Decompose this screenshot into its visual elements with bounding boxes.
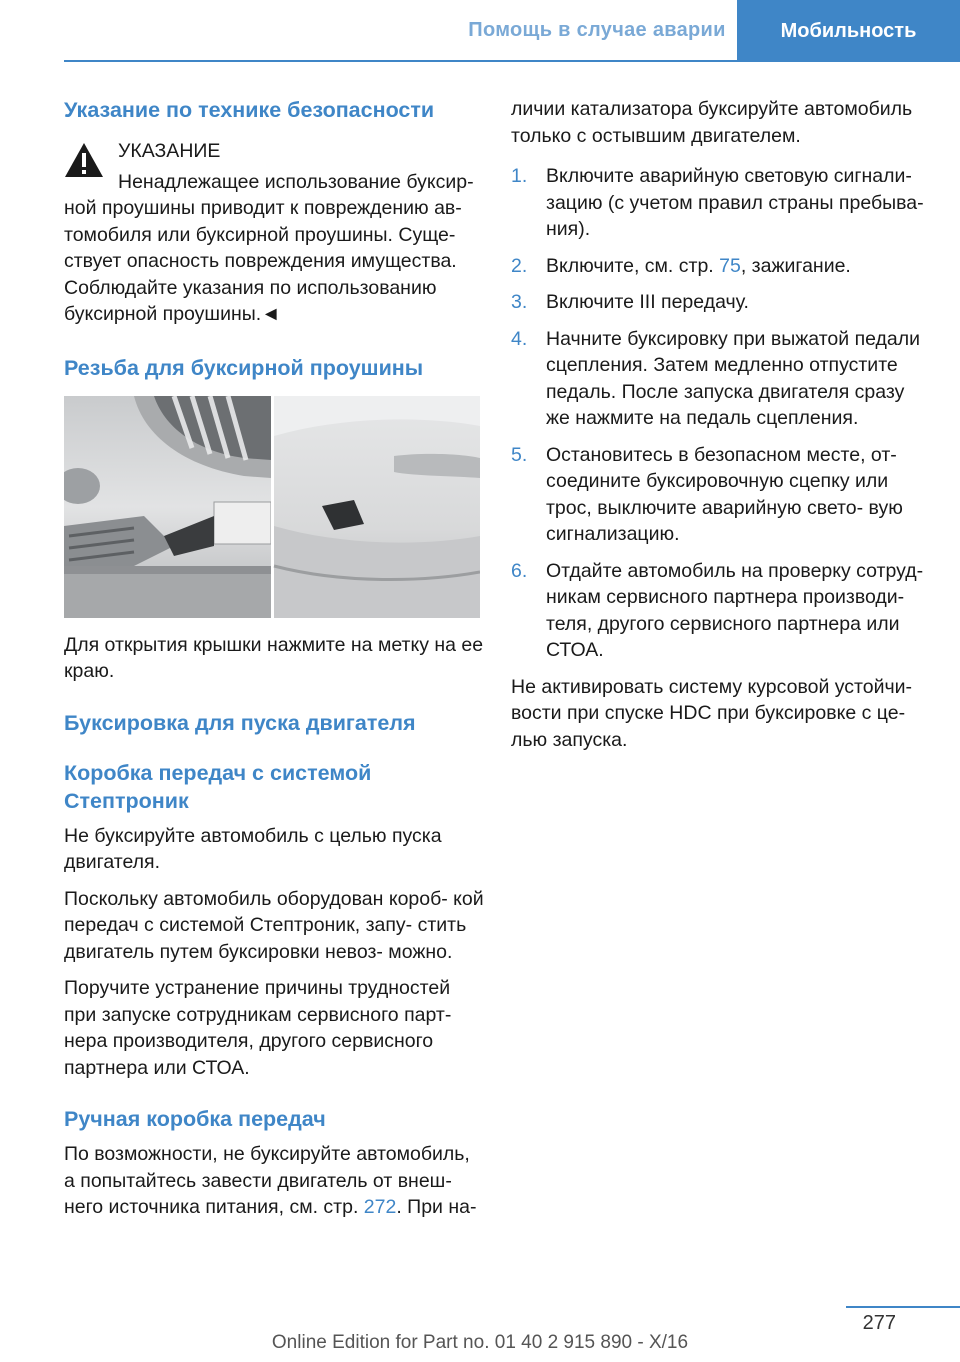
step-number: 4. xyxy=(511,327,528,350)
list-item xyxy=(511,558,931,664)
warning-text-first: Ненадлежащее использование буксир- xyxy=(118,170,474,193)
paragraph-steptronic-1: Не буксируйте автомобиль с целью пуска двигателя. xyxy=(64,824,442,873)
step-text-b: , зажигание. xyxy=(740,254,851,277)
left-column xyxy=(64,96,484,1231)
page-link-75[interactable]: 75 xyxy=(719,254,741,277)
step-text: Включите III передачу. xyxy=(546,291,749,313)
paragraph-manual xyxy=(64,1141,484,1221)
heading-safety: Указание по технике безопасности xyxy=(64,98,435,122)
step-text: Остановитесь в безопасном месте, от- соедините буксировочную сцепку или трос, выключите аварийную свето- вую сигнализацию. xyxy=(546,443,903,545)
heading-steptronic: Коробка передач с системой Стептроник xyxy=(64,760,372,813)
paragraph-continued: личии катализатора буксируйте автомобиль только с остывшим двигателем. xyxy=(511,98,913,147)
paragraph-steptronic-3: Поручите устранение причины трудностей при запуске сотрудникам сервисного парт- нера производителя, другого сервисного партнера или СТОА. xyxy=(64,977,452,1079)
heading-tow-start: Буксировка для пуска двигателя xyxy=(64,710,416,735)
page-link-272[interactable]: 272 xyxy=(363,1196,397,1218)
step-number: 2. xyxy=(511,254,528,277)
page-number: 277 xyxy=(862,1312,896,1334)
list-item xyxy=(511,442,931,548)
header-chapter-tab[interactable]: Мобильность xyxy=(737,0,960,62)
step-text: Включите аварийную световую сигнали- зацию (с учетом правил страны пребыва- ния). xyxy=(546,165,924,240)
warning-triangle-icon xyxy=(64,142,104,178)
step-text: Начните буксировку при выжатой педали сцепления. Затем медленно отпустите педаль. После запуска двигателя сразу же нажмите на педаль сцепления. xyxy=(546,327,921,429)
paragraph-hdc: Не активировать систему курсовой устойчи- вости при спуске HDC при буксировке с це- лью запуска. xyxy=(511,675,913,751)
list-item xyxy=(511,253,931,280)
paragraph-manual-text-a: По возможности, не буксируйте автомобиль, а попытайтесь завести двигатель от внеш- него источника питания, см. стр. xyxy=(64,1143,470,1218)
heading-thread: Резьба для буксирной проушины xyxy=(64,355,424,380)
list-item xyxy=(511,326,931,432)
warning-block xyxy=(64,138,484,328)
step-number: 6. xyxy=(511,559,528,582)
step-number: 5. xyxy=(511,443,528,466)
step-number: 1. xyxy=(511,165,528,187)
heading-manual: Ручная коробка передач xyxy=(64,1107,326,1131)
list-item xyxy=(511,163,931,243)
step-number: 3. xyxy=(511,291,528,313)
right-column xyxy=(511,96,931,763)
paragraph-steptronic-2: Поскольку автомобиль оборудован короб- кой передач с системой Стептроник, запу- стить двигатель путем буксировки невоз- можно. xyxy=(64,887,484,963)
footer-rule xyxy=(846,1306,960,1308)
step-text-a: Включите, см. стр. xyxy=(546,254,720,277)
header-section-tab[interactable]: Помощь в случае аварии xyxy=(468,18,726,41)
warning-title: УКАЗАНИЕ xyxy=(118,140,221,162)
figure-caption: Для открытия крышки нажмите на метку на ее краю. xyxy=(64,633,484,682)
step-text: Отдайте автомобиль на проверку сотруд- никам сервисного партнера производи- теля, другого сервисного партнера или СТОА. xyxy=(546,559,924,661)
paragraph-manual-text-b: . При на- xyxy=(396,1196,477,1218)
list-item xyxy=(511,289,931,316)
warning-text: ной проушины приводит к повреждению ав- томобиля или буксирной проушины. Суще- ствует опасность повреждения имущества. Соблюдайте указания по использованию буксирной проушины.◄ xyxy=(64,197,462,325)
steps-list xyxy=(511,163,931,664)
tow-eye-cover-photo xyxy=(64,396,480,618)
edition-text: Online Edition for Part no. 01 40 2 915 890 - X/16 xyxy=(271,1332,689,1353)
